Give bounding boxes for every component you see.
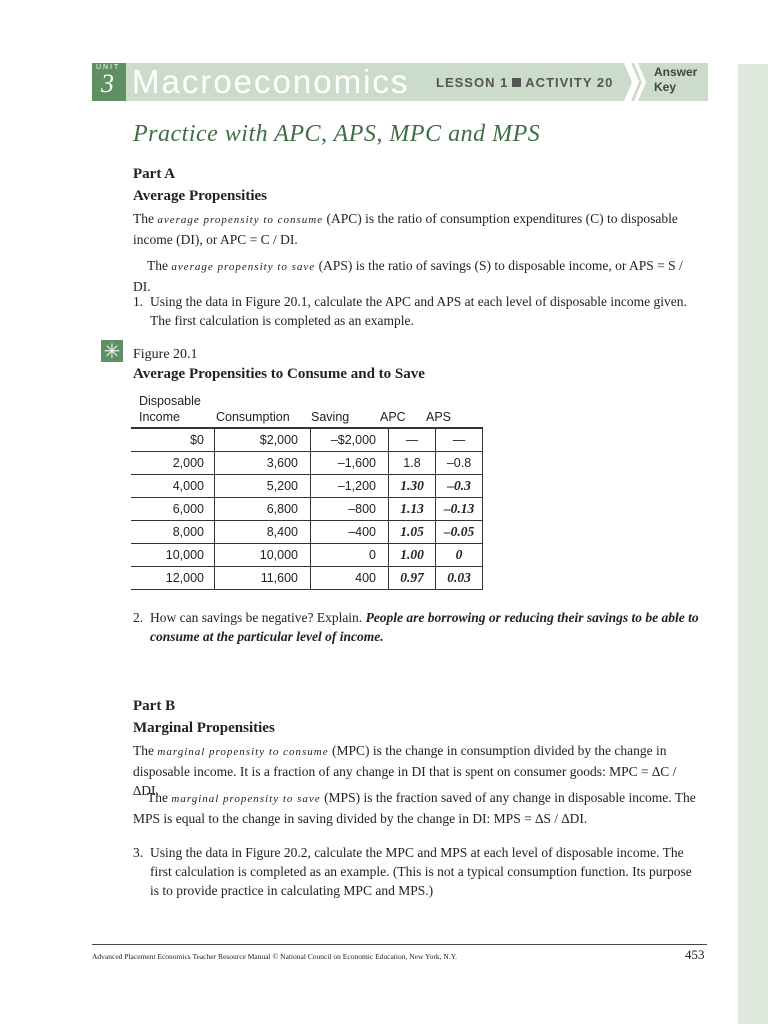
figure-title: Average Propensities to Consume and to Save bbox=[133, 366, 425, 382]
cell-apc-answer: 1.30 bbox=[389, 475, 436, 498]
table-row bbox=[131, 428, 483, 452]
cell-consumption: 3,600 bbox=[215, 452, 311, 475]
table-row bbox=[131, 452, 483, 475]
unit-header bbox=[92, 63, 708, 101]
term-mps: marginal propensity to save bbox=[171, 793, 321, 805]
cell-income: 2,000 bbox=[131, 452, 215, 475]
figure-label: Figure 20.1 bbox=[133, 347, 198, 362]
term-aps: average propensity to save bbox=[171, 261, 316, 273]
key-word: Key bbox=[654, 80, 677, 94]
cell-saving: –800 bbox=[311, 498, 389, 521]
cell-saving: –400 bbox=[311, 521, 389, 544]
question-text: Using the data in Figure 20.1, calculate the APC and APS at each level of disposable income given. The first calculation is completed as an example. bbox=[150, 294, 687, 328]
col-header-aps: APS bbox=[426, 410, 452, 424]
term-apc: average propensity to consume bbox=[157, 214, 324, 226]
cell-aps-answer: –0.3 bbox=[436, 475, 483, 498]
table-row bbox=[131, 475, 483, 498]
part-a-heading: Average Propensities bbox=[133, 188, 267, 204]
cell-aps-answer: 0 bbox=[436, 544, 483, 567]
mps-definition bbox=[133, 788, 699, 828]
text: The bbox=[147, 790, 172, 805]
lesson-label: LESSON 1 bbox=[436, 75, 509, 90]
term-mpc: marginal propensity to consume bbox=[157, 746, 329, 758]
cell-consumption: 6,800 bbox=[215, 498, 311, 521]
cell-apc-answer: 1.13 bbox=[389, 498, 436, 521]
text: The bbox=[133, 211, 158, 226]
cell-income: 10,000 bbox=[131, 544, 215, 567]
subject-title: Macroeconomics bbox=[132, 63, 410, 100]
text: (APS) is the ratio of savings (S) to disposable income, or APS = S / DI. bbox=[133, 258, 683, 294]
activity-label: ACTIVITY 20 bbox=[525, 75, 614, 90]
footer-credit: Advanced Placement Economics Teacher Resource Manual © National Council on Economic Education, New York, N.Y. bbox=[92, 952, 458, 961]
page-title: Practice with APC, APS, MPC and MPS bbox=[133, 121, 541, 147]
cell-saving: –$2,000 bbox=[311, 428, 389, 452]
table-row bbox=[131, 567, 483, 590]
answer-key-label bbox=[654, 65, 697, 95]
cell-saving: 0 bbox=[311, 544, 389, 567]
question-2 bbox=[133, 608, 703, 646]
col-header-saving: Saving bbox=[311, 410, 350, 424]
cell-apc-answer: 1.00 bbox=[389, 544, 436, 567]
cell-apc: 1.8 bbox=[389, 452, 436, 475]
unit-number: 3 bbox=[101, 69, 114, 98]
question-text: Using the data in Figure 20.2, calculate the MPC and MPS at each level of disposable income. The first calculation is completed as an example. (This is not a typical consumption function. Its purpose is to provide practice in calculating MPC and MPS.) bbox=[150, 845, 692, 898]
cell-income: 8,000 bbox=[131, 521, 215, 544]
question-number: 1. bbox=[133, 294, 144, 309]
cell-apc-answer: 0.97 bbox=[389, 567, 436, 590]
cell-saving: 400 bbox=[311, 567, 389, 590]
text: How can savings be negative? Explain. bbox=[150, 610, 366, 625]
cell-income: $0 bbox=[131, 428, 215, 452]
question-number: 2. bbox=[133, 610, 144, 625]
cell-consumption: 8,400 bbox=[215, 521, 311, 544]
cell-consumption: 10,000 bbox=[215, 544, 311, 567]
cell-consumption: $2,000 bbox=[215, 428, 311, 452]
table-row bbox=[131, 498, 483, 521]
question-number: 3. bbox=[133, 845, 144, 860]
unit-badge bbox=[92, 63, 126, 101]
cell-apc: — bbox=[389, 428, 436, 452]
cell-consumption: 11,600 bbox=[215, 567, 311, 590]
table-row bbox=[131, 544, 483, 567]
text: (APC) is the ratio of consumption expenditures (C) to disposable income (DI), or APC = C / DI. bbox=[133, 211, 678, 247]
figure-table bbox=[131, 427, 483, 590]
answer-word: Answer bbox=[654, 65, 698, 79]
question-1 bbox=[133, 292, 703, 330]
col-header-consumption: Consumption bbox=[216, 410, 290, 424]
cell-aps: — bbox=[436, 428, 483, 452]
cell-income: 6,000 bbox=[131, 498, 215, 521]
square-bullet-icon bbox=[512, 78, 521, 87]
col-header-apc: APC bbox=[380, 410, 406, 424]
asterisk-icon: ✳ bbox=[101, 340, 123, 362]
cell-aps-answer: –0.13 bbox=[436, 498, 483, 521]
col-header-income-2: Income bbox=[139, 410, 180, 424]
text: (MPS) is the fraction saved of any change in disposable income. The MPS is equal to the change in saving divided by the change in DI: MPS = ∆S / ∆DI. bbox=[133, 790, 696, 826]
table-row bbox=[131, 521, 483, 544]
footer-rule bbox=[92, 944, 707, 945]
part-a-label: Part A bbox=[133, 166, 176, 182]
text: The bbox=[133, 743, 158, 758]
cell-aps-answer: 0.03 bbox=[436, 567, 483, 590]
question-text bbox=[150, 608, 703, 646]
side-margin-band bbox=[738, 64, 768, 1024]
cell-aps-answer: –0.05 bbox=[436, 521, 483, 544]
cell-saving: –1,200 bbox=[311, 475, 389, 498]
page-number: 453 bbox=[685, 947, 705, 962]
lesson-activity bbox=[436, 75, 613, 90]
cell-apc-answer: 1.05 bbox=[389, 521, 436, 544]
col-header-income-1: Disposable bbox=[139, 394, 201, 408]
unit-word: UNIT bbox=[96, 64, 121, 71]
part-b-heading: Marginal Propensities bbox=[133, 720, 275, 736]
cell-consumption: 5,200 bbox=[215, 475, 311, 498]
aps-definition bbox=[133, 256, 699, 296]
part-b-label: Part B bbox=[133, 698, 176, 714]
cell-aps: –0.8 bbox=[436, 452, 483, 475]
text: (MPC) is the change in consumption divided by the change in disposable income. It is a fraction of any change in DI that is spent on consumer goods: MPC = ∆C / ∆DI. bbox=[133, 743, 677, 798]
text: The bbox=[147, 258, 172, 273]
answer-text: People are borrowing or reducing their savings to be able to consume at the particular level of income. bbox=[150, 610, 699, 644]
cell-income: 4,000 bbox=[131, 475, 215, 498]
apc-definition bbox=[133, 209, 699, 249]
question-3 bbox=[133, 843, 703, 900]
cell-income: 12,000 bbox=[131, 567, 215, 590]
cell-saving: –1,600 bbox=[311, 452, 389, 475]
chevron-divider-icon bbox=[622, 63, 646, 101]
